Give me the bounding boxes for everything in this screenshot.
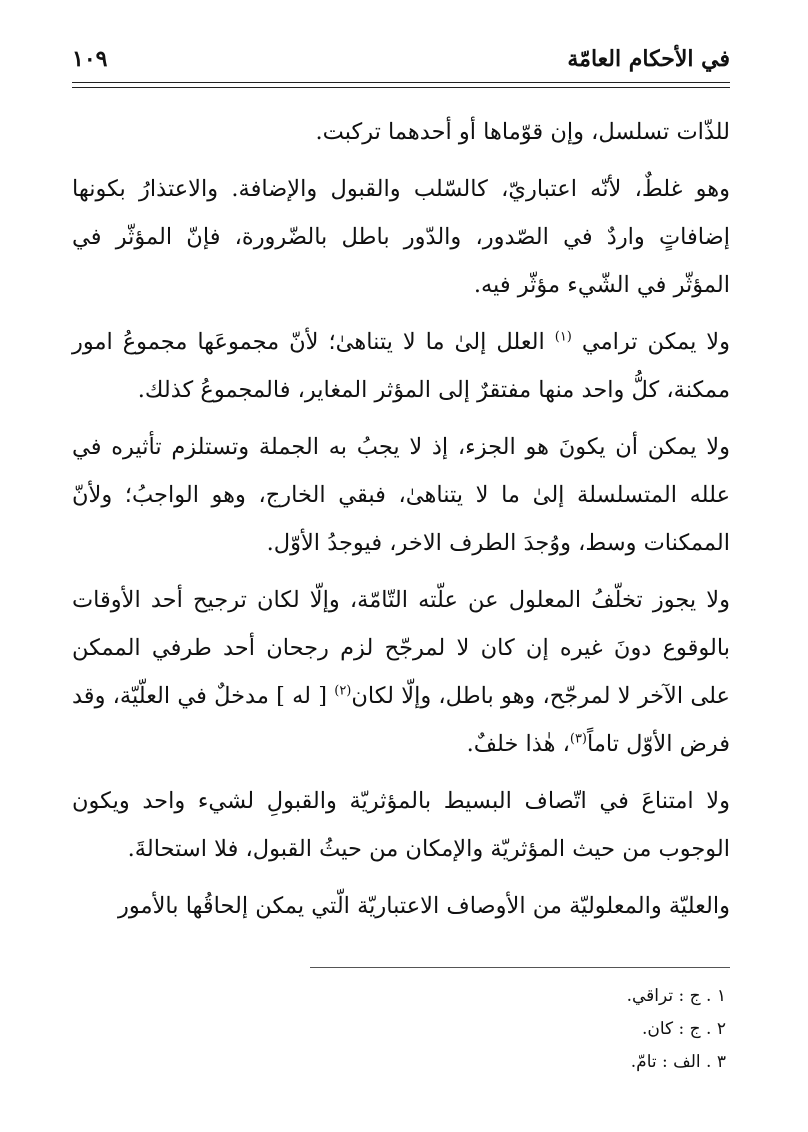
paragraph-1: للذّات تسلسل، وإن قوّماها أو أحدهما تركبت. [315, 119, 730, 145]
header-double-rule [72, 82, 730, 88]
footnote-separator [310, 967, 730, 968]
paragraph-6: ولا امتناعَ في اتّصاف البسيط بالمؤثريّة والقبولِ لشيء واحد ويكون الوجوب من حيث المؤثريّة والإمكان من حيثُ القبول، فلا استحالةَ. [72, 788, 730, 862]
footnote-1: ١ . ج : تراقي. [626, 986, 726, 1006]
footnotes [306, 980, 726, 1079]
running-title: في الأحكام العامّة [567, 46, 730, 72]
page-header [72, 36, 730, 72]
footnote-2: ٢ . ج : كان. [641, 1019, 726, 1039]
page-number: ١٠٩ [72, 46, 108, 72]
footnote-ref-2: (٢) [334, 683, 352, 699]
paragraph-2: وهو غلطٌ، لأنّه اعتباريّ، كالسّلب والقبول والإضافة. والاعتذارُ بكونها إضافاتٍ واردٌ في الصّدور، والدّور باطل بالضّرورة، فإنّ المؤثّر في المؤثّر في الشّيء مؤثّر فيه. [72, 176, 730, 298]
paragraph-5: ولا يجوز تخلّفُ المعلول عن علّته التّامّة، وإلّا لكان ترجيح أحد الأوقات بالوقوع دونَ غيره إن كان لا لمرجّح لزم رجحان أحد طرفي الممكن على الآخر لا لمرجّح، وهو باطل، وإلّا لكان$^{(٢)}$ [ له ] مدخلٌ في العلّيّة، وقد فرض الأوّل تاماً$^{(٣)}$، هٰذا خلفٌ. [72, 587, 730, 757]
footnote-ref-1: (١) [554, 329, 572, 345]
footnote-3: ٣ . الف : تامّ. [630, 1052, 726, 1072]
paragraph-7: والعليّة والمعلوليّة من الأوصاف الاعتباريّة الّتي يمكن إلحاقُها بالأمور [118, 893, 730, 919]
main-text [72, 108, 730, 939]
paragraph-3: ولا يمكن ترامي $^{(١)}$ العلل إلىٰ ما لا يتناهىٰ؛ لأنّ مجموعَها مجموعُ امور ممكنة، كلُّ واحد منها مفتقرٌ إلى المؤثر المغاير، فالمجموعُ كذلك. [72, 329, 730, 403]
paragraph-4: ولا يمكن أن يكونَ هو الجزء، إذ لا يجبُ به الجملة وتستلزم تأثيره في علله المتسلسلة إلىٰ ما لا يتناهىٰ، فبقي الخارج، وهو الواجبُ؛ ولأنّ الممكنات وسط، ووُجدَ الطرف الاخر، فيوجدُ الأوّل. [72, 434, 730, 556]
footnote-ref-3: (٣) [569, 731, 587, 747]
